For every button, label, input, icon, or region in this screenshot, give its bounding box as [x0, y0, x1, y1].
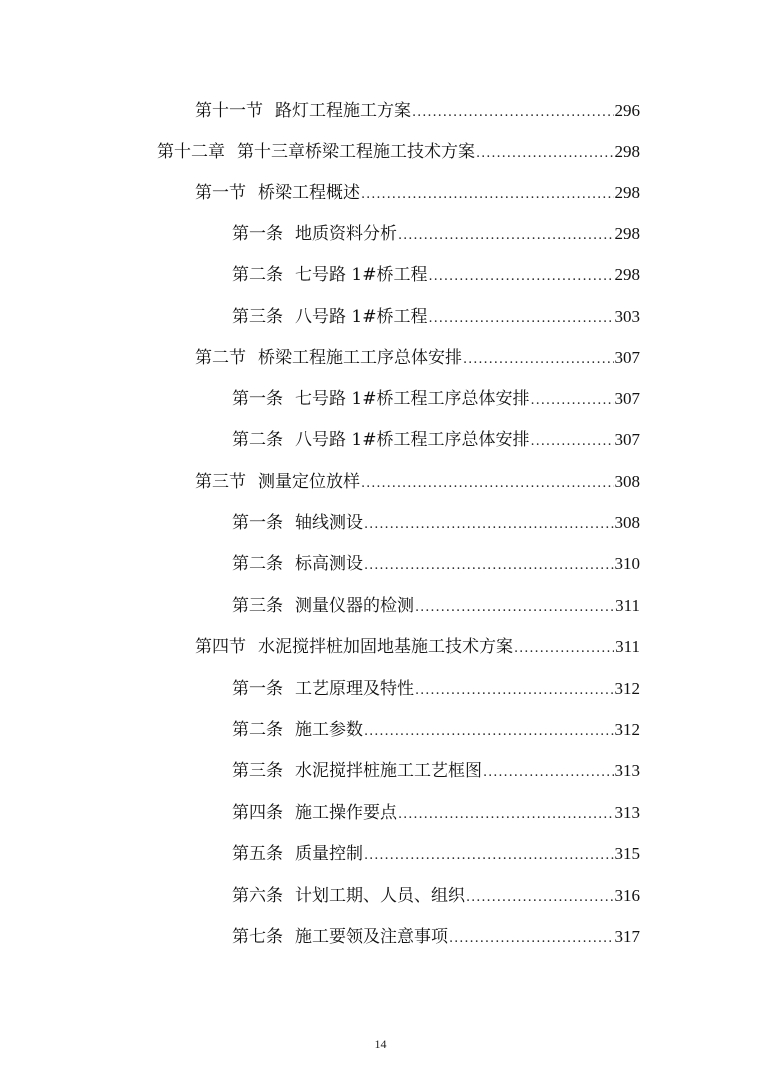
toc-entry[interactable]	[195, 94, 640, 122]
toc-entry-title: 施工操作要点	[295, 803, 397, 823]
toc-entry[interactable]	[232, 713, 640, 741]
dot-leader	[415, 599, 614, 617]
toc-entry-title: 质量控制	[295, 844, 363, 864]
toc-entry-page: 307	[614, 389, 640, 408]
toc-entry-number: 第四节	[195, 637, 246, 657]
toc-entry-page: 311	[615, 637, 640, 656]
toc-entry[interactable]	[232, 506, 640, 534]
toc-entry-page: 312	[614, 720, 640, 739]
toc-entry-title: 轴线测设	[295, 513, 363, 533]
dot-leader	[398, 227, 614, 245]
toc-entry-title: 桥梁工程施工工序总体安排	[258, 348, 462, 368]
toc-entry-page: 313	[614, 803, 640, 822]
toc-entry-number: 第一条	[232, 513, 283, 533]
toc-entry-title: 八号路 1#桥工程工序总体安排	[295, 430, 530, 450]
toc-entry-number: 第四条	[232, 803, 283, 823]
toc-entry-number: 第二条	[232, 265, 283, 285]
toc-entry-number: 第二条	[232, 720, 283, 740]
toc-entry[interactable]	[232, 589, 640, 617]
page-number: 14	[374, 1037, 387, 1051]
toc-entry-title: 工艺原理及特性	[295, 679, 414, 699]
toc-entry-number: 第二条	[232, 430, 283, 450]
toc-entry-title: 施工要领及注意事项	[295, 927, 448, 947]
toc-entry-page: 298	[614, 224, 640, 243]
dot-leader	[483, 764, 614, 782]
toc-entry[interactable]	[157, 135, 640, 163]
dot-leader	[514, 640, 614, 658]
dot-leader	[364, 516, 614, 534]
toc-entry-page: 308	[614, 472, 640, 491]
toc-entry-number: 第一节	[195, 183, 246, 203]
toc-entry-title: 测量定位放样	[258, 472, 360, 492]
dot-leader	[428, 268, 613, 286]
toc-entry-page: 317	[614, 927, 640, 946]
dot-leader	[364, 723, 614, 741]
toc-entry-number: 第二条	[232, 554, 283, 574]
toc-entry-number: 第三条	[232, 307, 283, 327]
toc-entry-page: 311	[615, 596, 640, 615]
dot-leader	[364, 557, 614, 575]
toc-entry[interactable]	[232, 672, 640, 700]
toc-entry-page: 310	[614, 554, 640, 573]
toc-entry-title: 桥梁工程概述	[258, 183, 360, 203]
dot-leader	[361, 186, 614, 204]
toc-entry-number: 第三条	[232, 596, 283, 616]
toc-entry-title: 路灯工程施工方案	[275, 101, 411, 121]
toc-entry[interactable]	[232, 382, 640, 410]
toc-entry-number: 第三条	[232, 761, 283, 781]
toc-entry[interactable]	[232, 754, 640, 782]
toc-entry[interactable]	[195, 341, 640, 369]
toc-entry-number: 第三节	[195, 472, 246, 492]
dot-leader	[476, 145, 614, 163]
toc-entry-page: 316	[614, 886, 640, 905]
toc-entry[interactable]	[232, 920, 640, 948]
dot-leader	[428, 310, 613, 328]
dot-leader	[449, 930, 614, 948]
dot-leader	[530, 392, 613, 410]
dot-leader	[530, 433, 613, 451]
toc-entry[interactable]	[232, 796, 640, 824]
toc-entry[interactable]	[195, 630, 640, 658]
toc-entry-title: 八号路 1#桥工程	[295, 307, 428, 327]
toc-entry-number: 第十二章	[157, 142, 225, 162]
toc-entry-page: 307	[614, 348, 640, 367]
toc-entry[interactable]	[195, 465, 640, 493]
toc-entry-title: 地质资料分析	[295, 224, 397, 244]
toc-entry-title: 测量仪器的检测	[295, 596, 414, 616]
toc-entry[interactable]	[232, 837, 640, 865]
toc-entry-page: 313	[614, 761, 640, 780]
toc-entry-title: 第十三章桥梁工程施工技术方案	[237, 142, 475, 162]
toc-entry-page: 296	[614, 101, 640, 120]
toc-entry-number: 第一条	[232, 679, 283, 699]
toc-entry[interactable]	[232, 547, 640, 575]
toc-entry-page: 307	[614, 430, 640, 449]
toc-entry-page: 312	[614, 679, 640, 698]
toc-entry[interactable]	[232, 300, 640, 328]
toc-entry-page: 298	[614, 142, 640, 161]
dot-leader	[466, 889, 614, 907]
toc-entry-title: 七号路 1#桥工程工序总体安排	[295, 389, 530, 409]
dot-leader	[415, 682, 614, 700]
dot-leader	[364, 847, 614, 865]
dot-leader	[412, 104, 614, 122]
toc-entry[interactable]	[232, 879, 640, 907]
toc-entry-page: 298	[614, 265, 640, 284]
toc-entry-title: 标高测设	[295, 554, 363, 574]
toc-entry-title: 水泥搅拌桩加固地基施工技术方案	[258, 637, 513, 657]
toc-entry[interactable]	[232, 423, 640, 451]
toc-entry-number: 第七条	[232, 927, 283, 947]
dot-leader	[398, 806, 614, 824]
dot-leader	[463, 351, 614, 369]
toc-entry[interactable]	[195, 176, 640, 204]
toc-entry[interactable]	[232, 258, 640, 286]
toc-entry-number: 第十一节	[195, 101, 263, 121]
toc-entry-number: 第二节	[195, 348, 246, 368]
toc-entry-page: 308	[614, 513, 640, 532]
toc-entry-title: 计划工期、人员、组织	[295, 886, 465, 906]
toc-entry-page: 303	[614, 307, 640, 326]
toc-entry-title: 施工参数	[295, 720, 363, 740]
dot-leader	[361, 475, 614, 493]
toc-entry-page: 315	[614, 844, 640, 863]
toc-entry-number: 第五条	[232, 844, 283, 864]
toc-entry-title: 七号路 1#桥工程	[295, 265, 428, 285]
toc-entry-page: 298	[614, 183, 640, 202]
toc-entry-number: 第一条	[232, 224, 283, 244]
toc-entry-number: 第一条	[232, 389, 283, 409]
toc-entry-number: 第六条	[232, 886, 283, 906]
toc-entry-title: 水泥搅拌桩施工工艺框图	[295, 761, 482, 781]
toc-entry[interactable]	[232, 217, 640, 245]
